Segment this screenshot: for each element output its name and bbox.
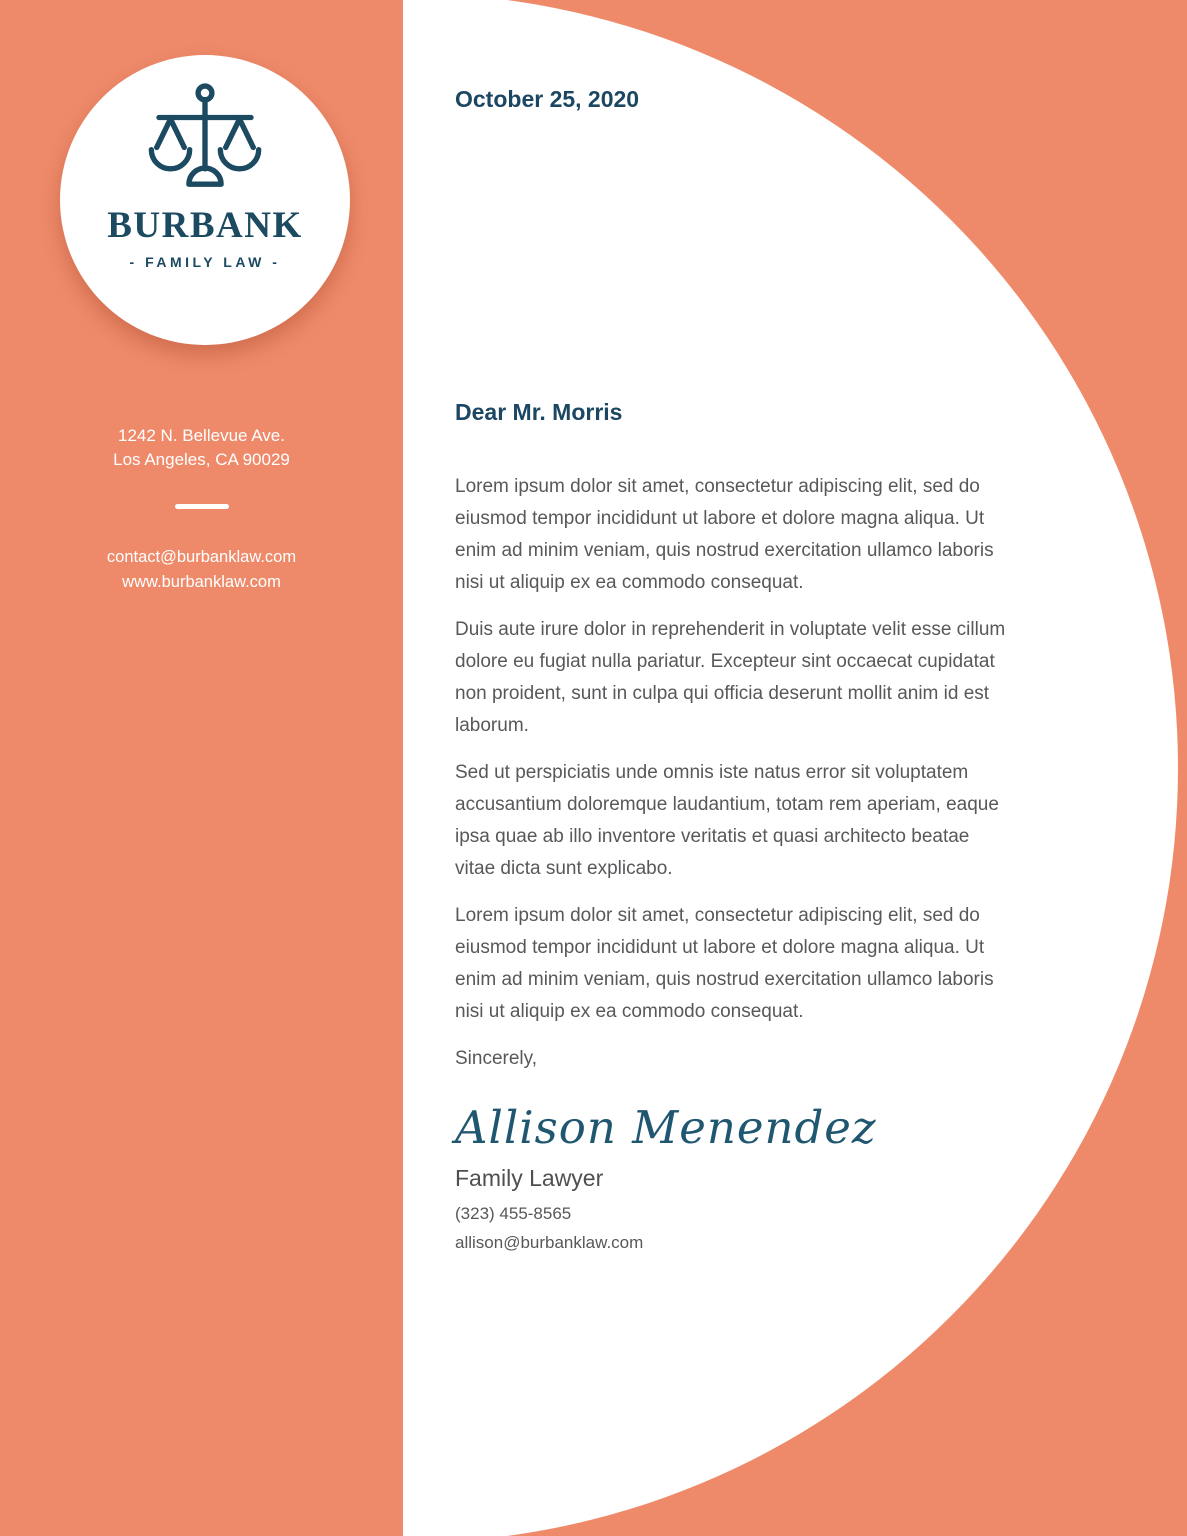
- company-address: [0, 424, 403, 472]
- signer-email: allison@burbanklaw.com: [455, 1233, 644, 1252]
- letter-closing: Sincerely,: [455, 1048, 538, 1069]
- sidebar-divider: [175, 504, 229, 509]
- address-line1: 1242 N. Bellevue Ave.: [118, 426, 285, 445]
- company-email: contact@burbanklaw.com: [106, 548, 297, 566]
- letter-paragraph: Lorem ipsum dolor sit amet, consectetur adipiscing elit, sed do eiusmod tempor incididunt ut labore et dolore magna aliqua. Ut enim ad minim veniam, quis nostrud exercitation ullamco laboris nisi ut aliquip ex ea commodo consequat.: [455, 476, 994, 593]
- logo-badge: [60, 55, 350, 345]
- letter-date: October 25, 2020: [455, 86, 640, 112]
- signer-title: Family Lawyer: [455, 1165, 604, 1191]
- scales-of-justice-icon: [142, 83, 268, 198]
- company-contact: [0, 545, 403, 595]
- address-line2: Los Angeles, CA 90029: [113, 450, 290, 469]
- letter-salutation: Dear Mr. Morris: [455, 399, 623, 425]
- letter-paragraph: Sed ut perspiciatis unde omnis iste natus error sit voluptatem accusantium doloremque laudantium, totam rem aperiam, eaque ipsa quae ab illo inventore veritatis et quasi architecto beatae vitae dicta sunt explicabo.: [455, 762, 999, 879]
- letter-paragraph: Duis aute irure dolor in reprehenderit in voluptate velit esse cillum dolore eu fugiat nulla pariatur. Excepteur sint occaecat cupidatat non proident, sunt in culpa qui officia deserunt mollit anim id est laborum.: [455, 619, 1006, 736]
- company-tagline: - FAMILY LAW -: [129, 254, 281, 270]
- company-website: www.burbanklaw.com: [122, 573, 281, 591]
- letter-body: [455, 471, 1008, 1253]
- letter-paragraph: Lorem ipsum dolor sit amet, consectetur adipiscing elit, sed do eiusmod tempor incididunt ut labore et dolore magna aliqua. Ut enim ad minim veniam, quis nostrud exercitation ullamco laboris nisi ut aliquip ex ea commodo consequat.: [455, 905, 994, 1022]
- signer-phone: (323) 455-8565: [455, 1204, 572, 1223]
- company-name: BURBANK: [107, 205, 303, 246]
- signature-script: Allison Menendez: [455, 1101, 877, 1154]
